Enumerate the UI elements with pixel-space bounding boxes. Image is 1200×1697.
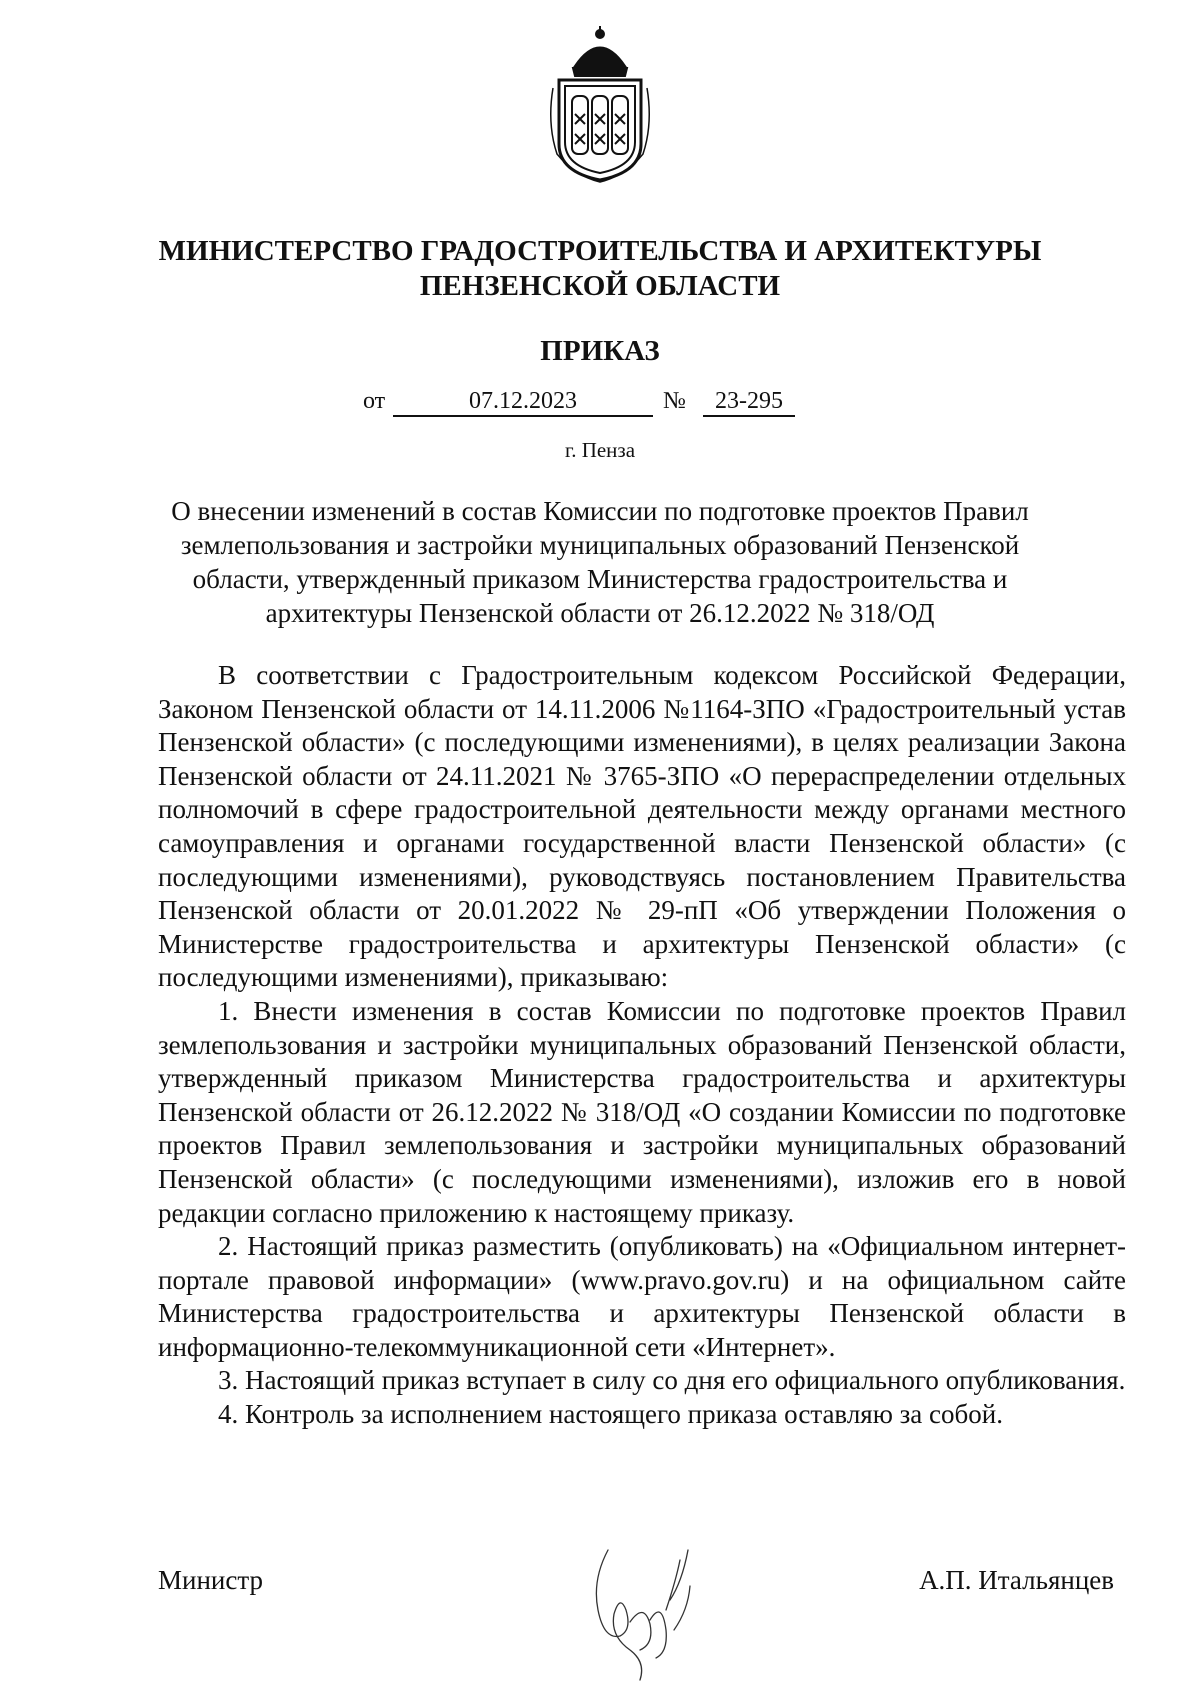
order-body [158,659,1126,1432]
signer-position: Министр [158,1565,263,1595]
date-label: от [363,388,386,414]
number-label: № [663,388,686,414]
subject-line: области, утвержденный приказом Министерства градостроительства и [192,564,1008,594]
ministry-name-line2: ПЕНЗЕНСКОЙ ОБЛАСТИ [419,270,781,302]
city: г. Пенза [564,438,636,462]
coat-of-arms-icon [545,24,655,184]
subject-line: землепользования и застройки муниципальных образований Пензенской [180,530,1020,560]
order-title: ПРИКАЗ [540,335,660,367]
preamble-paragraph: В соответствии с Градостроительным кодексом Российской Федерации, Законом Пензенской области от 14.11.2006 №1164-ЗПО «Градостроительный устав Пензенской области» (с последующими изменениями), в целях реализации Закона Пензенской области от 24.11.2021 № 3765-ЗПО «О перераспределении отдельных полномочий в сфере градостроительной деятельности между органами местного самоуправления и органами государственной власти Пензенской области» (с последующими изменениями), руководствуясь постановлением Правительства Пензенской области от 20.01.2022 № 29-пП «Об утверждении Положения о Министерстве градостроительства и архитектуры Пензенской области» (с последующими изменениями), приказываю: [158,660,1126,993]
subject-line: архитектуры Пензенской области от 26.12.2022 № 318/ОД [265,598,935,628]
subject-line: О внесении изменений в состав Комиссии по подготовке проектов Правил [171,496,1029,526]
ministry-name-line1: МИНИСТЕРСТВО ГРАДОСТРОИТЕЛЬСТВА И АРХИТЕКТУРЫ [158,235,1042,267]
ministry-name [100,234,1100,304]
order-item-2: 2. Настоящий приказ разместить (опубликовать) на «Официальном интернет-портале правовой информации» (www.pravo.gov.ru) и на официальном сайте Министерства градостроительства и архитектуры Пензенской области в информационно-телекоммуникационной сети «Интернет». [158,1231,1126,1362]
order-item-3: 3. Настоящий приказ вступает в силу со дня его официального опубликования. [218,1365,1126,1396]
order-item-1: 1. Внести изменения в состав Комиссии по подготовке проектов Правил землепользования и застройки муниципальных образований Пензенской области, утвержденный приказом Министерства градостроительства и архитектуры Пензенской области от 26.12.2022 № 318/ОД «О создании Комиссии по подготовке проектов Правил землепользования и застройки муниципальных образований Пензенской области» (с последующими изменениями), изложив его в новой редакции согласно приложению к настоящему приказу. [158,995,1126,1228]
order-number: 23-295 [703,385,795,417]
order-subject [150,494,1050,630]
handwritten-signature [570,1540,710,1690]
order-item-4: 4. Контроль за исполнением настоящего приказа оставляю за собой. [218,1399,1003,1430]
order-date: 07.12.2023 [393,385,653,417]
signer-name: А.П. Итальянцев [919,1565,1114,1595]
